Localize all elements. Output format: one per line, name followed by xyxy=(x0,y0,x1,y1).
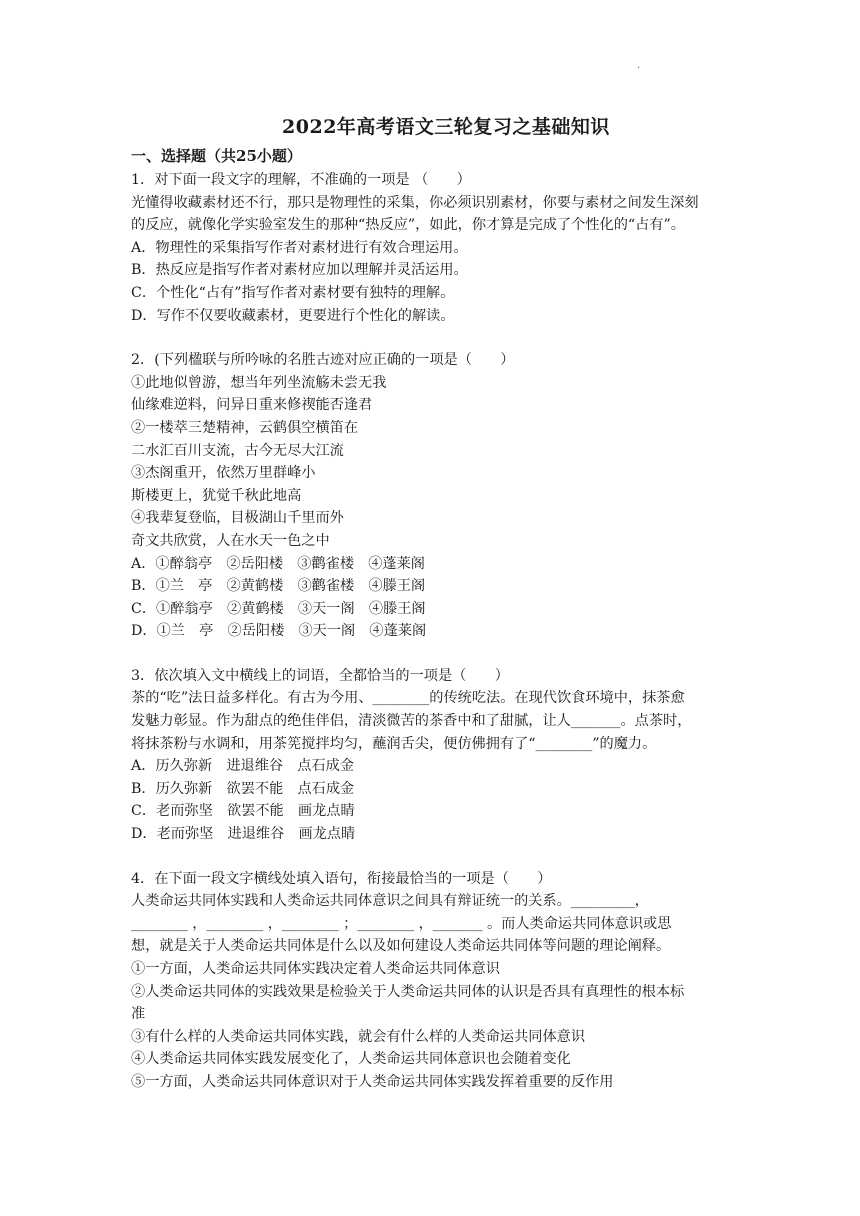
question-stem: 2．(下列楹联与所吟咏的名胜古迹对应正确的一项是（ ） xyxy=(131,352,515,369)
question-stem: 1．对下面一段文字的理解，不准确的一项是 （ ） xyxy=(131,172,471,188)
question-1 xyxy=(131,169,741,327)
question-passage-line: 发魅力彰显。作为甜点的绝佳伴侣，清淡微苦的茶香中和了甜腻，让人_______。点茶时， xyxy=(131,713,692,730)
question-stem: 3．依次填入文中横线上的词语，全都恰当的一项是（ ） xyxy=(131,667,509,684)
question-passage-line: ________ ，________ ，________ ；________ ，_______ 。而人类命运共同体意识或思 xyxy=(131,915,672,932)
question-passage-line: 光懂得收藏素材还不行，那只是物理性的采集，你必须识别素材，你要与素材之间发生深刻 xyxy=(131,194,699,211)
option-d: D．老而弥坚 进退维谷 画龙点睛 xyxy=(131,826,356,843)
statement-item: ③有什么样的人类命运共同体实践，就会有什么样的人类命运共同体意识 xyxy=(131,1028,586,1045)
couplet-line: ③杰阁重开，依然万里群峰小 xyxy=(131,465,316,482)
option-a: A．物理性的采集指写作者对素材进行有效合理运用。 xyxy=(131,239,468,256)
section-heading: 一、选择题（共25小题） xyxy=(131,147,302,165)
document-page xyxy=(131,112,741,1116)
couplet-line: ②一楼萃三楚精神，云鹤俱空横笛在 xyxy=(131,419,359,436)
question-4 xyxy=(131,868,741,1094)
question-passage-line: 想，就是关于人类命运共同体是什么以及如何建设人类命运共同体等问题的理论阐释。 xyxy=(131,938,671,955)
statement-item: 准 xyxy=(131,1006,146,1023)
option-a: A．①醉翁亭 ②岳阳楼 ③鹳雀楼 ④蓬莱阁 xyxy=(131,555,425,572)
question-stem: 4．在下面一段文字横线处填入语句，衔接最恰当的一项是（ ） xyxy=(131,870,552,887)
option-d: D．①兰 亭 ②岳阳楼 ③天一阁 ④蓬莱阁 xyxy=(131,623,427,640)
couplet-line: 二水汇百川支流，古今无尽大江流 xyxy=(131,442,344,459)
option-d: D．写作不仅要收藏素材，更要进行个性化的解读。 xyxy=(131,307,455,324)
option-b: B．历久弥新 欲罢不能 点石成金 xyxy=(131,780,355,797)
couplet-line: ①此地似曾游，想当年列坐流觞未尝无我 xyxy=(131,374,387,391)
option-c: C．个性化“占有”指写作者对素材要有独特的理解。 xyxy=(131,284,455,301)
statement-item: ⑤一方面，人类命运共同体意识对于人类命运共同体实践发挥着重要的反作用 xyxy=(131,1073,614,1090)
option-a: A．历久弥新 进退维谷 点石成金 xyxy=(131,758,355,775)
question-passage-line: 茶的“吃”法日益多样化。有古为今用、________的传统吃法。在现代饮食环境中，抹茶愈 xyxy=(131,690,685,707)
option-b: B．①兰 亭 ②黄鹤楼 ③鹳雀楼 ④滕王阁 xyxy=(131,578,426,595)
statement-item: ①一方面，人类命运共同体实践决定着人类命运共同体意识 xyxy=(131,961,500,977)
couplet-line: 奇文共欣赏，人在水天一色之中 xyxy=(131,532,330,549)
couplet-line: 斯楼更上，犹觉千秋此地高 xyxy=(131,487,302,504)
statement-item: ④人类命运共同体实践发展变化了，人类命运共同体意识也会随着变化 xyxy=(131,1051,571,1068)
question-passage-line: 的反应，就像化学实验室发生的那种“热反应”，如此，你才算是完成了个性化的“占有”。 xyxy=(131,217,685,234)
question-2 xyxy=(131,349,741,643)
option-c: C．①醉翁亭 ②黄鹤楼 ③天一阁 ④滕王阁 xyxy=(131,600,426,617)
couplet-line: ④我辈复登临，目极湖山千里而外 xyxy=(131,510,344,527)
question-passage-line: 人类命运共同体实践和人类命运共同体意识之间具有辩证统一的关系。_________， xyxy=(131,893,649,910)
couplet-line: 仙缘难逆料，问异日重来修禊能否逢君 xyxy=(131,397,373,414)
question-3 xyxy=(131,665,741,846)
question-passage-line: 将抹茶粉与水调和，用茶筅搅拌均匀，蘸润舌尖，便仿佛拥有了“________”的魔力。 xyxy=(131,735,657,752)
option-b: B．热反应是指写作者对素材应加以理解并灵活运用。 xyxy=(131,262,468,279)
option-c: C．老而弥坚 欲罢不能 画龙点睛 xyxy=(131,803,355,820)
document-title: 2022年高考语文三轮复习之基础知识 xyxy=(282,116,610,138)
statement-item: ②人类命运共同体的实践效果是检验关于人类命运共同体的认识是否具有真理性的根本标 xyxy=(131,983,685,1000)
corner-mark: . xyxy=(637,60,641,71)
